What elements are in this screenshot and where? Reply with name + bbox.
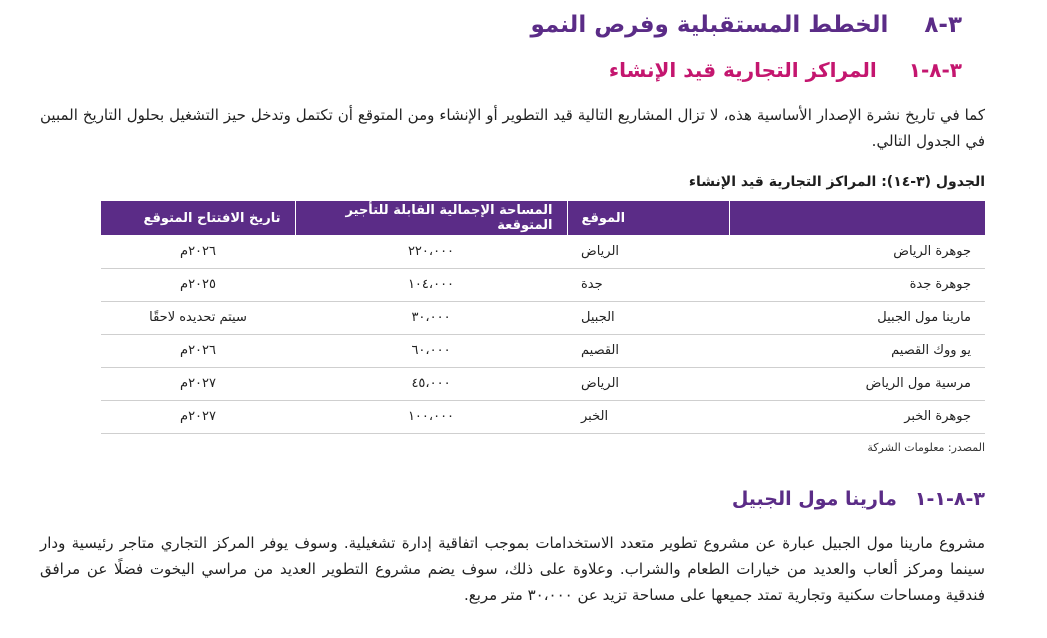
cell-area: ٢٢٠،٠٠٠ (295, 235, 567, 268)
cell-name: يو ووك القصيم (729, 334, 985, 367)
cell-name: جوهرة الخبر (729, 400, 985, 433)
table-row (101, 235, 985, 268)
subsection-number: ٣-٨-١ (908, 58, 962, 82)
table-source: المصدر: معلومات الشركة (867, 441, 985, 454)
table-row (101, 367, 985, 400)
section-title: الخطط المستقبلية وفرص النمو (530, 12, 889, 38)
body-paragraph: مشروع مارينا مول الجبيل عبارة عن مشروع تطوير متعدد الاستخدامات بموجب اتفاقية إدارة تشغيلية. وسوف يوفر المركز التجاري متاجر رئيسية ودار سينما ومركز ألعاب والعديد من خيارات الطعام والشراب. وعلاوة على ذلك، سوف يضم مشروع التطوير العديد من مراسي اليخوت فضلًا عن مرافق فندقية ومساحات سكنية وتجارية تمتد جميعها على مساحة تزيد عن ٣٠،٠٠٠ متر مربع. (40, 534, 985, 604)
intro-paragraph: كما في تاريخ نشرة الإصدار الأساسية هذه، لا تزال المشاريع التالية قيد التطوير أو الإنشاء ومن المتوقع أن تكتمل وتدخل حيز التشغيل بحلول التاريخ المبين في الجدول التالي. (40, 106, 985, 150)
malls-table (101, 201, 985, 434)
cell-area: ١٠٤،٠٠٠ (295, 268, 567, 301)
header-location: الموقع (567, 201, 729, 235)
cell-location: جدة (567, 268, 729, 301)
header-opening-date: تاريخ الافتتاح المتوقع (101, 201, 295, 235)
cell-date: ٢٠٢٧م (101, 367, 295, 400)
cell-location: الجبيل (567, 301, 729, 334)
table-row (101, 301, 985, 334)
cell-location: الخبر (567, 400, 729, 433)
cell-name: جوهرة جدة (729, 268, 985, 301)
subsubsection-heading (732, 488, 985, 510)
table-row (101, 268, 985, 301)
cell-date: ٢٠٢٦م (101, 334, 295, 367)
subsubsection-title: مارينا مول الجبيل (731, 488, 897, 510)
cell-date: سيتم تحديده لاحقًا (101, 301, 295, 334)
cell-date: ٢٠٢٧م (101, 400, 295, 433)
header-area: المساحة الإجمالية القابلة للتأجير المتوقعة (295, 201, 567, 235)
cell-name: مرسية مول الرياض (729, 367, 985, 400)
cell-area: ١٠٠،٠٠٠ (295, 400, 567, 433)
header-name (729, 201, 985, 235)
cell-location: الرياض (567, 367, 729, 400)
subsection-title: المراكز التجارية قيد الإنشاء (608, 58, 877, 82)
cell-name: جوهرة الرياض (729, 235, 985, 268)
cell-area: ٦٠،٠٠٠ (295, 334, 567, 367)
cell-date: ٢٠٢٦م (101, 235, 295, 268)
section-number: ٣-٨ (924, 12, 962, 38)
cell-location: القصيم (567, 334, 729, 367)
subsubsection-number: ٣-٨-١-١ (914, 488, 985, 510)
cell-name: مارينا مول الجبيل (729, 301, 985, 334)
section-heading (40, 12, 962, 38)
cell-area: ٣٠،٠٠٠ (295, 301, 567, 334)
table-caption: الجدول (٣-١٤): المراكز التجارية قيد الإنشاء (688, 174, 985, 190)
cell-location: الرياض (567, 235, 729, 268)
cell-date: ٢٠٢٥م (101, 268, 295, 301)
table-header-row (101, 201, 985, 235)
subsection-heading (40, 58, 962, 82)
table-row (101, 334, 985, 367)
table-row (101, 400, 985, 433)
cell-area: ٤٥،٠٠٠ (295, 367, 567, 400)
